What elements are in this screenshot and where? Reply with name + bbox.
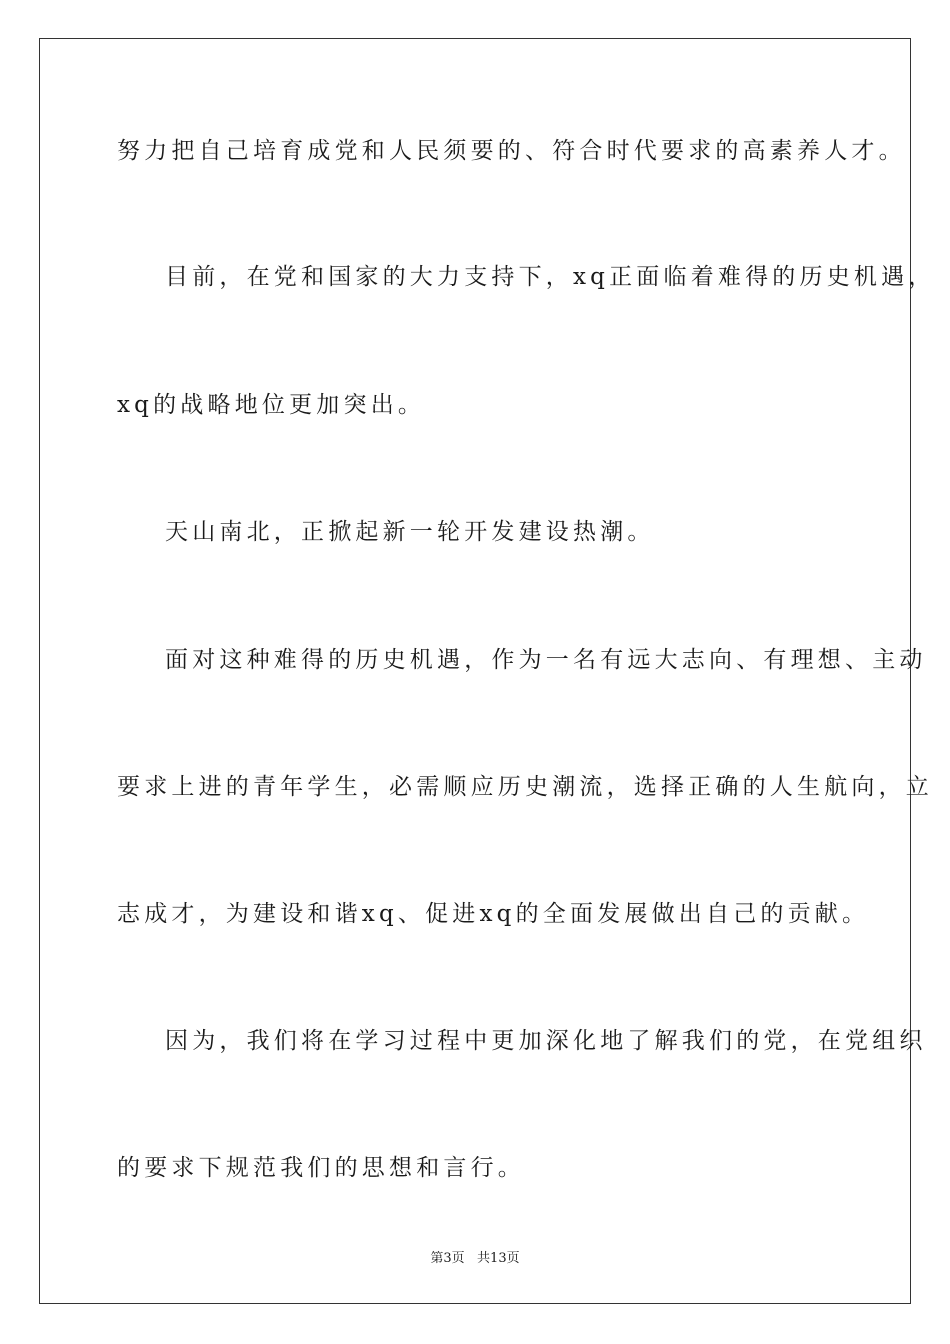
page-number-footer: 第3页 共13页 xyxy=(430,1251,520,1266)
text-line-7: 志成才，为建设和谐xq、促进xq的全面发展做出自己的贡献。 xyxy=(117,901,870,927)
text-line-5: 面对这种难得的历史机遇，作为一名有远大志向、有理想、主动 xyxy=(165,647,927,673)
text-line-8: 因为，我们将在学习过程中更加深化地了解我们的党，在党组织 xyxy=(165,1028,927,1054)
text-line-6: 要求上进的青年学生，必需顺应历史潮流，选择正确的人生航向，立 xyxy=(117,774,933,800)
text-line-3: xq的战略地位更加突出。 xyxy=(117,392,426,418)
text-line-1: 努力把自己培育成党和人民须要的、符合时代要求的高素养人才。 xyxy=(117,138,906,164)
text-line-2: 目前，在党和国家的大力支持下，xq正面临着难得的历史机遇， xyxy=(165,264,936,290)
text-line-9: 的要求下规范我们的思想和言行。 xyxy=(117,1155,525,1181)
text-line-4: 天山南北，正掀起新一轮开发建设热潮。 xyxy=(165,519,655,545)
